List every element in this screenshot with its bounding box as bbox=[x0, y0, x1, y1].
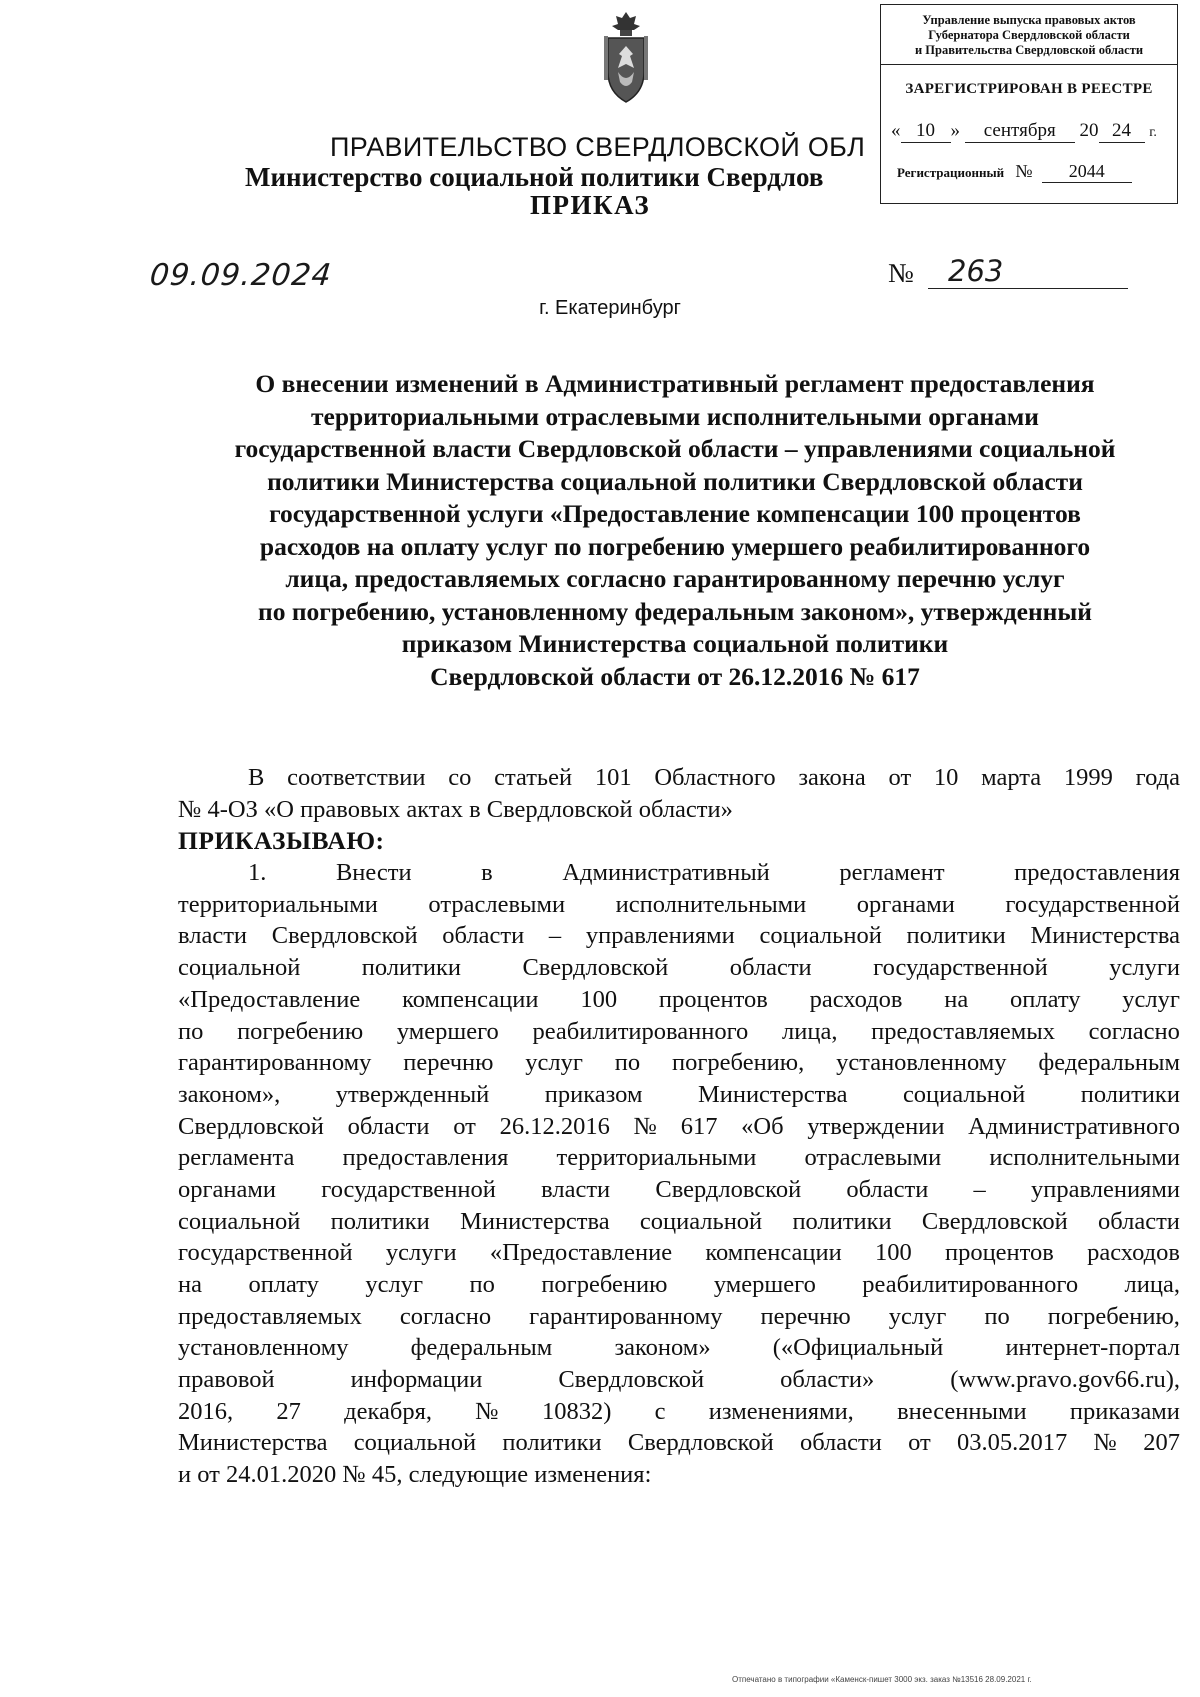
document-title bbox=[165, 368, 1185, 693]
word: области bbox=[1098, 1207, 1180, 1235]
word: 207 bbox=[1143, 1429, 1180, 1457]
word: 27 bbox=[276, 1397, 301, 1425]
word: от bbox=[453, 1112, 476, 1140]
word: компенсации bbox=[705, 1239, 842, 1267]
word: утвержденный bbox=[335, 1080, 490, 1108]
word: Свердловской bbox=[627, 1429, 774, 1457]
word: области bbox=[729, 954, 812, 982]
word: федеральным bbox=[1038, 1049, 1180, 1077]
word: регламента bbox=[178, 1144, 295, 1172]
word: правовой bbox=[178, 1366, 275, 1394]
word: информации bbox=[350, 1366, 483, 1394]
word: управлениями bbox=[1031, 1175, 1180, 1203]
word: установленному bbox=[836, 1049, 1007, 1077]
stamp-registration bbox=[881, 161, 1177, 183]
word: Внести bbox=[335, 859, 412, 887]
word: процентов bbox=[658, 985, 768, 1013]
word: перечню bbox=[760, 1302, 851, 1330]
word: государственной bbox=[1005, 890, 1180, 918]
word: гарантированному bbox=[529, 1302, 723, 1330]
government-header: ПРАВИТЕЛЬСТВО СВЕРДЛОВСКОЙ ОБЛ bbox=[330, 132, 866, 162]
order-number-label: № bbox=[888, 258, 914, 288]
stamp-reg-number: 2044 bbox=[1042, 161, 1132, 183]
word: Административный bbox=[562, 859, 770, 887]
word: (www.pravo.gov66.ru), bbox=[950, 1366, 1180, 1394]
word: приказом bbox=[544, 1080, 643, 1108]
title-line: Свердловской области от 26.12.2016 № 617 bbox=[430, 661, 920, 691]
stamp-month: сентября bbox=[965, 120, 1075, 143]
word: на bbox=[944, 985, 969, 1013]
word: социальной bbox=[353, 1429, 477, 1457]
word: «Об bbox=[741, 1112, 784, 1140]
stamp-organization bbox=[881, 5, 1177, 65]
word: 26.12.2016 bbox=[499, 1112, 610, 1140]
preamble-line bbox=[178, 762, 1180, 794]
word: погребению, bbox=[1047, 1302, 1180, 1330]
word: предоставляемых bbox=[178, 1302, 362, 1330]
word: с bbox=[654, 1397, 666, 1425]
word: расходов bbox=[1087, 1239, 1180, 1267]
word: по bbox=[469, 1271, 495, 1298]
stamp-org-line: Губернатора Свердловской области bbox=[928, 28, 1130, 42]
word: № bbox=[1093, 1429, 1117, 1457]
word: «Предоставление bbox=[489, 1239, 673, 1267]
item-line bbox=[178, 1269, 1180, 1301]
word: Областного bbox=[654, 764, 776, 791]
word: № bbox=[475, 1397, 499, 1425]
word: территориальными bbox=[556, 1144, 757, 1172]
word: исполнительными bbox=[615, 890, 807, 918]
word: федеральным bbox=[410, 1334, 553, 1362]
word: декабря, bbox=[344, 1397, 433, 1425]
word: Свердловской bbox=[271, 922, 418, 950]
stamp-org-line: Управление выпуска правовых актов bbox=[922, 13, 1136, 27]
word: погребению bbox=[237, 1017, 364, 1045]
word: – bbox=[548, 922, 562, 950]
word: погребению bbox=[541, 1271, 668, 1298]
coat-of-arms-emblem bbox=[600, 10, 652, 110]
stamp-year-prefix: 20 bbox=[1079, 120, 1099, 141]
word: области» bbox=[780, 1366, 875, 1394]
word: отраслевыми bbox=[804, 1144, 942, 1172]
stamp-title: ЗАРЕГИСТРИРОВАН В РЕЕСТРЕ bbox=[905, 81, 1153, 97]
word: оплату bbox=[1010, 985, 1081, 1013]
document-type: ПРИКАЗ bbox=[530, 190, 651, 220]
stamp-day: 10 bbox=[901, 120, 951, 143]
stamp-date: « 10 » сентября 20 24 г. bbox=[891, 120, 1157, 141]
word: политики bbox=[361, 954, 461, 982]
word: лица, bbox=[782, 1017, 838, 1045]
word: от bbox=[908, 1429, 931, 1457]
item-line bbox=[178, 952, 1180, 984]
word: власти bbox=[541, 1175, 611, 1203]
word: Административного bbox=[968, 1112, 1180, 1140]
word: по bbox=[178, 1017, 204, 1045]
word: 100 bbox=[580, 985, 618, 1013]
word: исполнительными bbox=[989, 1144, 1180, 1172]
word: № bbox=[633, 1112, 657, 1140]
word: услуги bbox=[385, 1239, 457, 1267]
word: государственной bbox=[321, 1175, 496, 1203]
word: реабилитированного bbox=[532, 1017, 749, 1045]
word: перечню bbox=[403, 1049, 494, 1077]
word: органами bbox=[856, 890, 955, 918]
word: года bbox=[1135, 764, 1180, 791]
item-line bbox=[178, 1206, 1180, 1238]
word: в bbox=[481, 859, 493, 887]
word: интернет-портал bbox=[1005, 1334, 1180, 1362]
word: социальной bbox=[902, 1080, 1026, 1108]
word: услуг bbox=[525, 1049, 583, 1077]
word: 03.05.2017 bbox=[957, 1429, 1068, 1457]
word: со bbox=[448, 764, 472, 791]
item-line bbox=[178, 1301, 1180, 1333]
word: согласно bbox=[399, 1302, 492, 1330]
title-line: по погребению, установленному федеральным законом», утвержденный bbox=[258, 596, 1092, 626]
command-word: ПРИКАЗЫВАЮ: bbox=[178, 826, 385, 856]
word: Министерства bbox=[178, 1429, 328, 1457]
word: предоставления bbox=[1014, 859, 1180, 887]
item-line bbox=[178, 1237, 1180, 1269]
word: закона bbox=[798, 764, 866, 791]
word: 10832) bbox=[541, 1397, 612, 1425]
stamp-year-unit: г. bbox=[1149, 125, 1157, 140]
stamp-year-suffix: 24 bbox=[1099, 120, 1145, 143]
word: области bbox=[347, 1112, 430, 1140]
word: территориальными bbox=[178, 890, 378, 918]
word: 101 bbox=[594, 764, 632, 791]
word: области bbox=[846, 1175, 929, 1203]
item-line bbox=[178, 984, 1180, 1016]
preamble-line: № 4-ОЗ «О правовых актах в Свердловской области» bbox=[178, 795, 733, 823]
word: лица, bbox=[1124, 1271, 1180, 1298]
title-line: лица, предоставляемых согласно гарантированному перечню услуг bbox=[285, 564, 1065, 593]
item-line bbox=[178, 1142, 1180, 1174]
word: умершего bbox=[396, 1017, 499, 1045]
word: социальной bbox=[759, 922, 882, 950]
item-line bbox=[178, 1079, 1180, 1111]
word: Свердловской bbox=[178, 1112, 324, 1140]
word: политики bbox=[792, 1207, 892, 1235]
item-line bbox=[178, 1396, 1180, 1428]
word: приказами bbox=[1069, 1397, 1180, 1425]
word: «Предоставление bbox=[178, 985, 361, 1013]
word: отраслевыми bbox=[428, 890, 566, 918]
title-line: О внесении изменений в Административный регламент предоставления bbox=[255, 369, 1095, 398]
word: 2016, bbox=[178, 1397, 234, 1425]
word: предоставления bbox=[342, 1144, 509, 1172]
item-line bbox=[178, 1111, 1180, 1143]
word: статьей bbox=[494, 764, 573, 791]
word: от bbox=[888, 764, 912, 791]
word: умершего bbox=[713, 1271, 816, 1298]
item-line: и от 24.01.2020 № 45, следующие изменения: bbox=[178, 1461, 652, 1489]
word: социальной bbox=[178, 1207, 301, 1235]
word: 10 bbox=[933, 764, 959, 791]
word: по bbox=[614, 1049, 641, 1077]
word: услуг bbox=[888, 1302, 947, 1330]
word: – bbox=[973, 1175, 986, 1203]
word: государственной bbox=[873, 954, 1048, 982]
item-line bbox=[178, 857, 1180, 889]
order-date: 09.09.2024 bbox=[148, 258, 334, 293]
word: Свердловской bbox=[655, 1175, 802, 1203]
word: марта bbox=[981, 764, 1042, 791]
word: 1999 bbox=[1063, 764, 1113, 791]
title-line: территориальными отраслевыми исполнительными органами bbox=[310, 401, 1039, 431]
word: оплату bbox=[248, 1271, 319, 1298]
word: управлениями bbox=[585, 922, 735, 950]
item-line bbox=[178, 1047, 1180, 1079]
item-line bbox=[178, 1016, 1180, 1048]
word: Министерства bbox=[460, 1207, 610, 1235]
word: 100 bbox=[874, 1239, 912, 1267]
word: Министерства bbox=[697, 1080, 848, 1108]
word: политики bbox=[502, 1429, 602, 1457]
word: политики bbox=[906, 922, 1006, 950]
word: по bbox=[984, 1302, 1010, 1330]
item-line bbox=[178, 1332, 1180, 1364]
word: области bbox=[442, 922, 525, 950]
item-line bbox=[178, 1174, 1180, 1206]
title-line: расходов на оплату услуг по погребению умершего реабилитированного bbox=[259, 531, 1091, 561]
word: государственной bbox=[178, 1239, 353, 1267]
item-line bbox=[178, 889, 1180, 921]
word: 1. bbox=[248, 859, 267, 887]
printer-imprint: Отпечатано в типографии «Каменск-пишет 3000 экз. заказ №13516 28.09.2021 г. bbox=[732, 1675, 1032, 1684]
city: г. Екатеринбург bbox=[539, 297, 681, 319]
word: предоставляемых bbox=[871, 1017, 1055, 1045]
ministry-header: Министерство социальной политики Свердлов bbox=[245, 162, 824, 192]
word: утверждении bbox=[807, 1112, 945, 1140]
word: органами bbox=[178, 1175, 277, 1203]
word: Свердловской bbox=[558, 1366, 705, 1394]
item-line bbox=[178, 1364, 1180, 1396]
item-line bbox=[178, 920, 1180, 952]
word: гарантированному bbox=[178, 1049, 372, 1077]
word: законом» bbox=[614, 1334, 711, 1362]
title-line: государственной услуги «Предоставление компенсации 100 процентов bbox=[269, 499, 1081, 528]
word: услуг bbox=[365, 1271, 424, 1298]
title-line: государственной власти Свердловской области – управлениями социальной bbox=[234, 434, 1116, 463]
item-line bbox=[178, 1427, 1180, 1459]
stamp-org-line: и Правительства Свердловской области bbox=[914, 43, 1144, 57]
word: политики bbox=[330, 1207, 430, 1235]
title-line: приказом Министерства социальной политики bbox=[401, 629, 949, 658]
word: регламент bbox=[839, 859, 945, 887]
word: расходов bbox=[809, 985, 903, 1013]
word: социальной bbox=[178, 954, 301, 982]
word: Министерства bbox=[1030, 922, 1180, 950]
word: компенсации bbox=[402, 985, 539, 1013]
word: В bbox=[248, 764, 265, 791]
word: Свердловской bbox=[921, 1207, 1068, 1235]
word: согласно bbox=[1088, 1017, 1180, 1045]
word: («Официальный bbox=[772, 1334, 944, 1362]
word: погребению, bbox=[672, 1049, 805, 1077]
word: социальной bbox=[639, 1207, 763, 1235]
title-line: политики Министерства социальной политики Свердловской области bbox=[267, 466, 1083, 496]
word: соответствии bbox=[287, 764, 426, 791]
registration-stamp bbox=[880, 4, 1178, 204]
word: внесенными bbox=[897, 1397, 1027, 1425]
order-number: 263 bbox=[928, 254, 1128, 289]
word: области bbox=[799, 1429, 882, 1457]
word: установленному bbox=[178, 1334, 349, 1362]
document-body bbox=[178, 762, 1180, 1491]
word: на bbox=[178, 1271, 202, 1298]
word: услуги bbox=[1109, 954, 1180, 982]
word: 617 bbox=[680, 1112, 718, 1140]
stamp-reg-sign: № bbox=[1015, 161, 1033, 181]
word: процентов bbox=[944, 1239, 1054, 1267]
word: изменениями, bbox=[708, 1397, 854, 1425]
word: Свердловской bbox=[522, 954, 669, 982]
word: реабилитированного bbox=[862, 1271, 1079, 1298]
word: политики bbox=[1080, 1080, 1180, 1108]
stamp-reg-label: Регистрационный bbox=[897, 165, 1005, 180]
word: власти bbox=[178, 922, 248, 950]
word: законом», bbox=[178, 1080, 281, 1108]
word: услуг bbox=[1122, 985, 1180, 1013]
